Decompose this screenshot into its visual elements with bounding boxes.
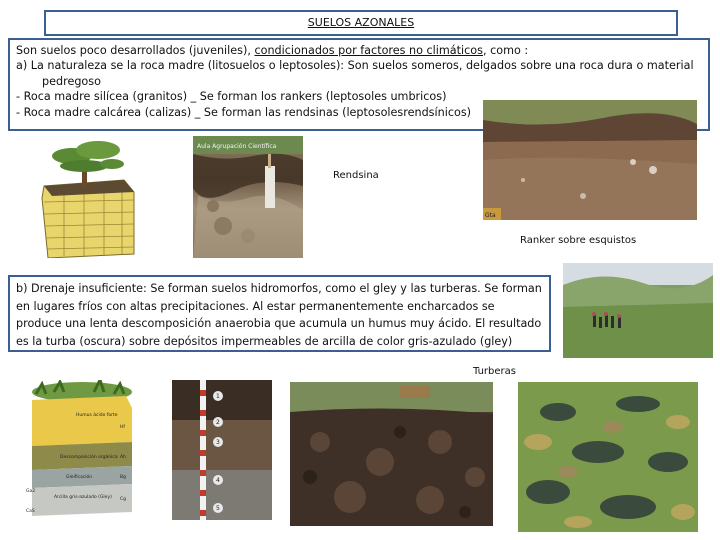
diag-label-cg: Cg — [120, 497, 126, 502]
caption-rendsina: Rendsina — [333, 170, 379, 181]
diag-label-bg: Bg — [120, 475, 126, 480]
drainage-text: b) Drenaje insuficiente: Se forman suelos hidromorfos, como el gley y las turberas. Se forman en lugares fríos con altas precipitaciones. Al estar permanentemente encharcados se produce una lenta descomposición anaerobia que acumula un humus muy ácido. El resultado es la turba (oscura) sobre depósitos impermeables de arcilla de color gris-azulado (gley) — [16, 282, 542, 348]
diag-label-gley: Gleificación — [66, 475, 93, 480]
diag-label-humus: Humus ácido forte — [76, 413, 118, 418]
profile-num-5: 5 — [216, 505, 220, 512]
diag-label-desc: Descomposición orgánica — [60, 455, 118, 460]
meadow-photo — [563, 263, 713, 358]
limestone-block-diagram — [34, 136, 144, 258]
intro-line-4: - Roca madre silícea (granitos) _ Se forman los rankers (leptosoles umbricos) — [16, 90, 447, 104]
profile-num-4: 4 — [216, 477, 220, 484]
profile-num-3: 3 — [216, 439, 220, 446]
diag-label-ah: Ah — [120, 455, 126, 460]
caption-turberas: Turberas — [473, 366, 516, 377]
ranker-badge: Gta — [485, 212, 496, 219]
title-box — [44, 10, 678, 36]
caption-ranker: Ranker sobre esquistos — [520, 235, 637, 246]
intro-line-2: a) La naturaleza se la roca madre (litosuelos o leptosoles): Son suelos someros, delgados sobre una roca dura o material — [16, 59, 694, 73]
page-title: SUELOS AZONALES — [307, 16, 415, 29]
profile-num-1: 1 — [216, 393, 220, 400]
soil-profile-photo — [172, 380, 272, 520]
intro-line-5: - Roca madre calcárea (calizas) _ Se forman las rendsinas (leptosolesrendsínicos) — [16, 105, 472, 119]
rendsina-photo — [193, 136, 303, 258]
intro-line-3: pedregoso — [42, 74, 101, 88]
diag-label-bottom: Arcilla gris-azulado (Gley) — [54, 495, 112, 500]
intro-text: Son suelos poco desarrollados (juveniles), — [16, 44, 255, 57]
diag-label-g1: Ga2 — [26, 489, 36, 494]
profile-num-2: 2 — [216, 419, 220, 426]
diag-label-hf: Hf — [120, 425, 125, 430]
intro-underlined-text: condicionados por factores no climáticos — [254, 44, 483, 57]
bog-photo — [518, 382, 698, 532]
photo-logo-text: Aula Agrupación Científica — [197, 143, 277, 150]
intro-text-end: , como : — [482, 44, 529, 57]
diag-label-g2: CaS — [26, 509, 35, 514]
ranker-photo — [483, 100, 697, 220]
peat-surface-photo — [290, 382, 493, 526]
peat-profile-diagram — [24, 380, 140, 520]
drainage-box — [8, 275, 551, 352]
intro-line-1 — [16, 43, 702, 58]
